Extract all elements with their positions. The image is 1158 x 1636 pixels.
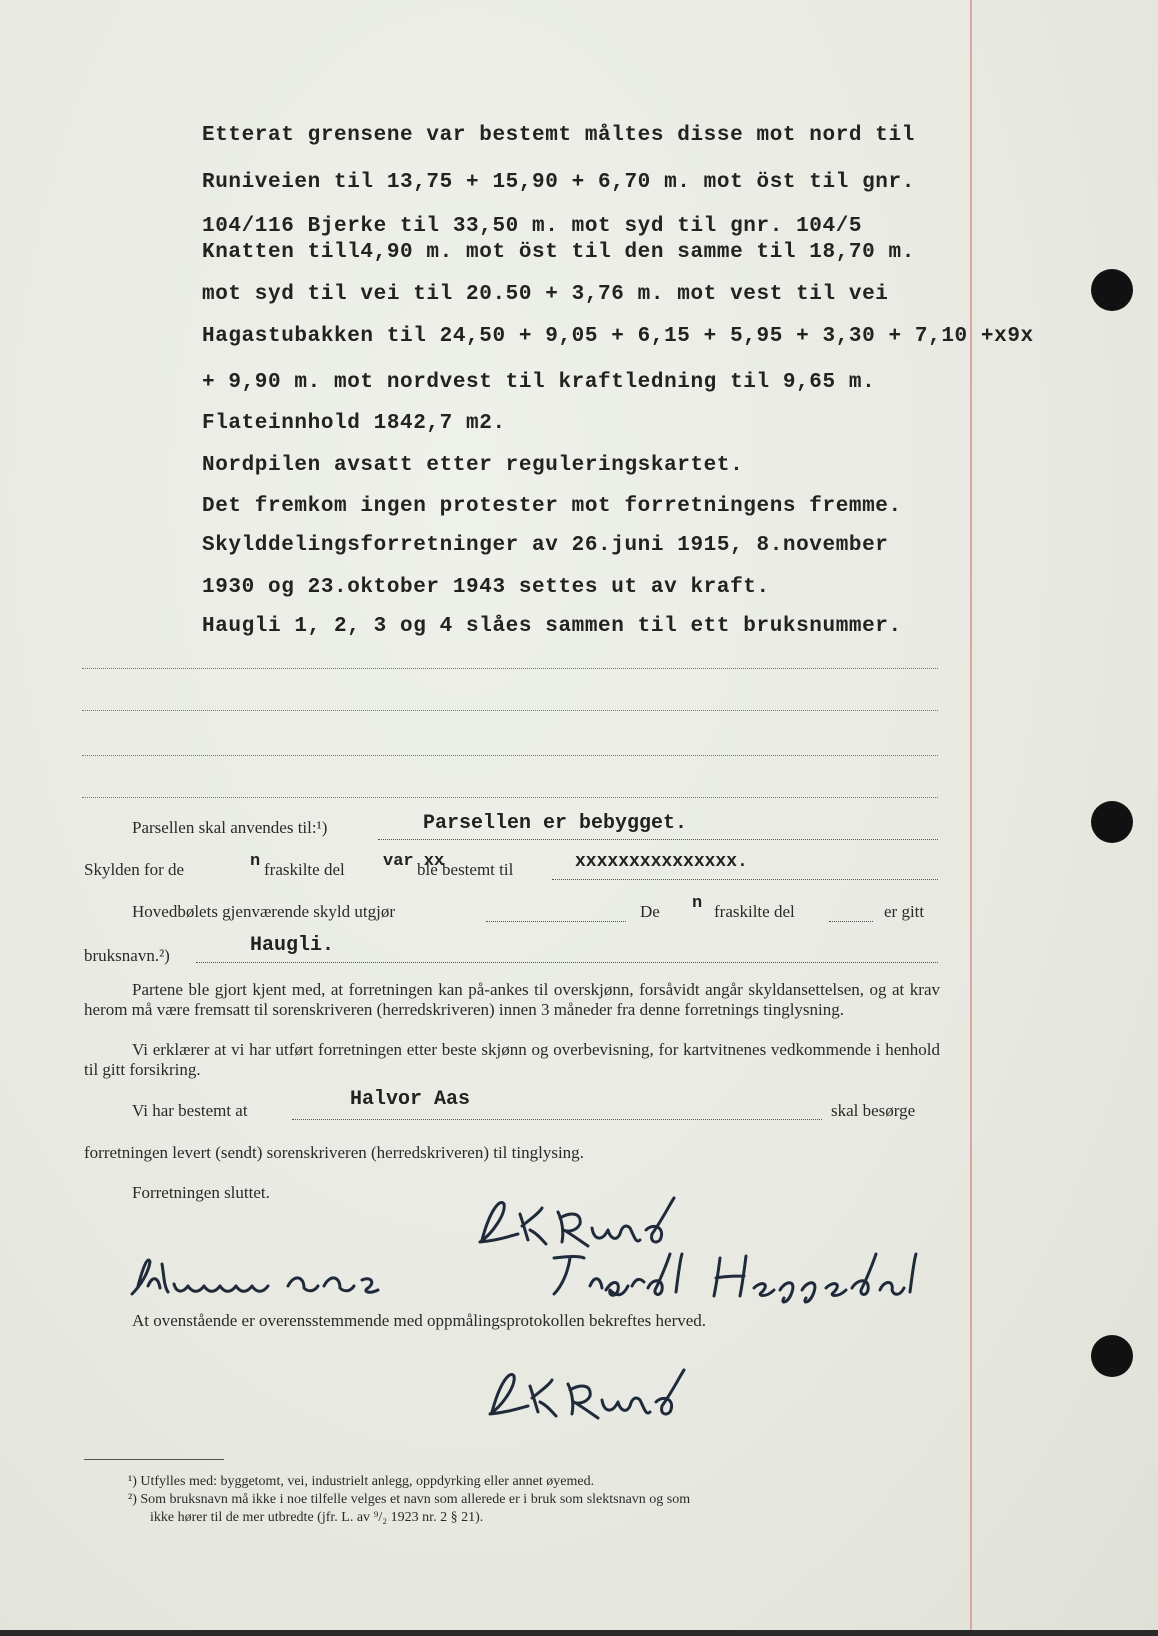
punch-hole: [1091, 801, 1133, 843]
hoved-de-value: n: [692, 894, 703, 913]
fill-line: [378, 839, 938, 840]
parsell-value: Parsellen er bebygget.: [423, 812, 688, 835]
bestemt-value: Halvor Aas: [350, 1088, 471, 1111]
blank-rule: [82, 797, 938, 798]
bruksnavn-label: bruksnavn.²): [84, 946, 170, 965]
besorge-label: skal besørge: [831, 1101, 916, 1120]
skylden-de-value: n: [250, 852, 261, 871]
punch-hole: [1091, 1335, 1133, 1377]
typed-line: 104/116 Bjerke til 33,50 m. mot syd til gnr. 104/5: [202, 215, 863, 238]
bestemt-label: Vi har bestemt at: [132, 1101, 248, 1120]
fill-line: [196, 962, 938, 963]
fill-line: [552, 879, 938, 880]
legal-paragraph: Vi erklærer at vi har utført forretningen etter beste skjønn og overbevisning, for kartvitnenes vedkommende i henhold til gitt forsikring.: [84, 1040, 940, 1079]
levert-text: forretningen levert (sendt) sorenskriveren (herredskriveren) til tinglysing.: [84, 1143, 584, 1162]
parsell-label: Parsellen skal anvendes til:¹): [132, 818, 328, 837]
skylden-label-b: fraskilte del: [264, 860, 345, 879]
typed-line: Nordpilen avsatt etter reguleringskartet.: [202, 454, 744, 477]
sluttet-text: Forretningen sluttet.: [132, 1183, 270, 1202]
hoved-gitt-label: er gitt: [884, 902, 925, 921]
skylden-label-c: ble bestemt til: [417, 860, 514, 879]
hoved-label: Hovedbølets gjenværende skyld utgjør: [132, 902, 395, 921]
typed-line: Flateinnhold 1842,7 m2.: [202, 412, 506, 435]
margin-line: [970, 0, 972, 1630]
signature-4: [480, 1362, 700, 1424]
bekreftes-text: At ovenstående er overensstemmende med oppmålingsprotokollen bekreftes herved.: [132, 1311, 707, 1330]
hoved-fraskilte-label: fraskilte del: [714, 902, 795, 921]
blank-rule: [82, 668, 938, 669]
hoved-de-label: De: [640, 902, 660, 921]
blank-rule: [82, 710, 938, 711]
signature-3: [540, 1246, 936, 1306]
skylden-var-value: var xx: [383, 852, 445, 871]
typed-line: Skylddelingsforretninger av 26.juni 1915, 8.november: [202, 534, 889, 557]
typed-line: Haugli 1, 2, 3 og 4 slåes sammen til ett bruksnummer.: [202, 615, 902, 638]
typed-line: mot syd til vei til 20.50 + 3,76 m. mot vest til vei: [202, 283, 889, 306]
typed-line: 1930 og 23.oktober 1943 settes ut av kraft.: [202, 576, 770, 599]
skylden-label-a: Skylden for de: [84, 860, 185, 879]
footnote-1: ¹) Utfylles med: byggetomt, vei, industrielt anlegg, oppdyrking eller annet øyemed.: [128, 1474, 595, 1489]
typed-line: Knatten till4,90 m. mot öst til den samme til 18,70 m.: [202, 241, 915, 264]
bruksnavn-value: Haugli.: [250, 934, 335, 957]
punch-hole: [1091, 269, 1133, 311]
footnote-2-cont: ikke hører til de mer utbredte (jfr. L. av ⁹/₂ 1923 nr. 2 § 21).: [150, 1510, 484, 1525]
footnote-2: ²) Som bruksnavn må ikke i noe tilfelle velges et navn som allerede er i bruk som slektsnavn og som: [128, 1492, 691, 1507]
fill-line: [829, 921, 873, 922]
typed-line: + 9,90 m. mot nordvest til kraftledning til 9,65 m.: [202, 371, 876, 394]
fill-line: [292, 1119, 822, 1120]
signature-1: [470, 1190, 690, 1254]
typed-line: Hagastubakken til 24,50 + 9,05 + 6,15 + 5,95 + 3,30 + 7,10 +x9x: [202, 325, 1034, 348]
typed-line: Det fremkom ingen protester mot forretningens fremme.: [202, 495, 902, 518]
fill-line: [486, 921, 626, 922]
skylden-value: xxxxxxxxxxxxxxx.: [575, 852, 748, 872]
legal-paragraph: Partene ble gjort kjent med, at forretningen kan på-ankes til overskjønn, forsåvidt angår skyldansettelsen, og at krav herom må være fremsatt til sorenskriveren (herredskriveren) innen 3 måneder fra denne forretnings tinglysning.: [84, 980, 940, 1019]
signature-2: [118, 1246, 388, 1302]
blank-rule: [82, 755, 938, 756]
typed-line: Etterat grensene var bestemt måltes disse mot nord til: [202, 124, 915, 147]
typed-line: Runiveien til 13,75 + 15,90 + 6,70 m. mot öst til gnr.: [202, 171, 915, 194]
footnote-rule: [84, 1459, 224, 1460]
